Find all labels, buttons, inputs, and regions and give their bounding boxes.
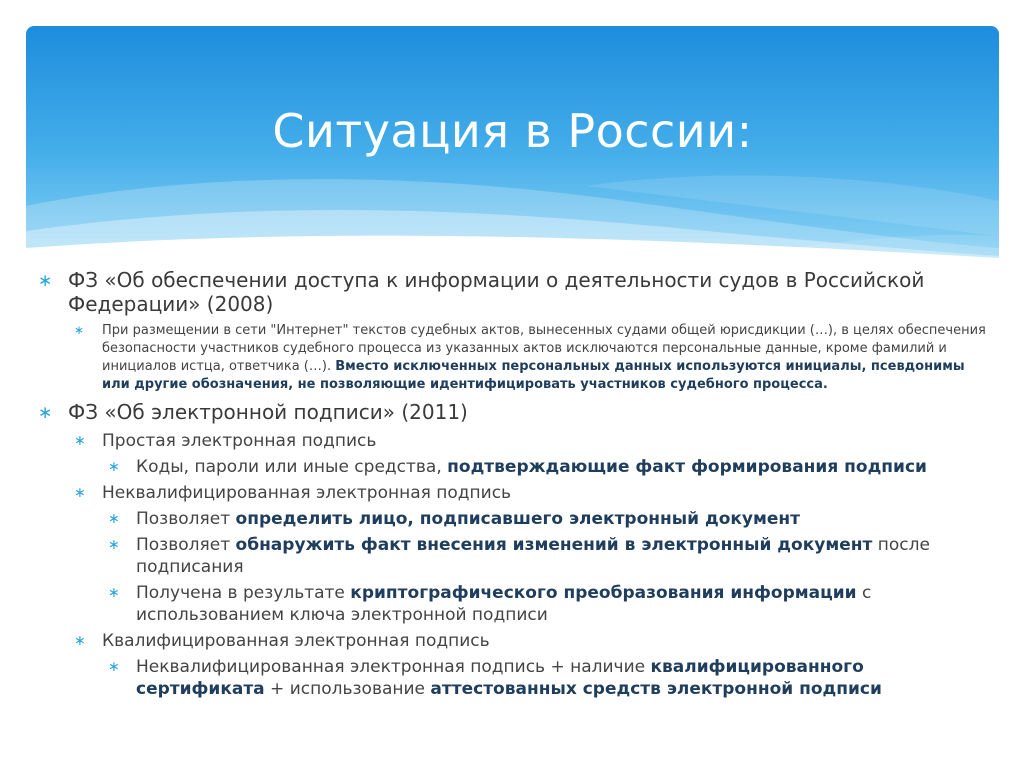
- bullet-icon: ∗: [108, 537, 120, 553]
- bullet-icon: ∗: [38, 403, 53, 423]
- list-item: [38, 430, 988, 452]
- bullet-icon: ∗: [108, 459, 120, 475]
- item-text: после подписания: [136, 535, 930, 577]
- list-item: [38, 582, 988, 626]
- item-text: Позволяет: [136, 535, 236, 555]
- bullet-icon: ∗: [74, 633, 86, 649]
- item-text: Получена в результате: [136, 583, 351, 603]
- slide-title: Ситуация в России:: [272, 104, 753, 158]
- item-text: Неквалифицированная электронная подпись: [102, 483, 512, 503]
- bullet-icon: ∗: [38, 271, 53, 291]
- item-text: Позволяет: [136, 509, 236, 529]
- list-item: [38, 268, 988, 316]
- slide-content: [38, 268, 988, 704]
- item-emphasis: криптографического преобразования информации: [350, 583, 857, 603]
- item-text: с использованием ключа электронной подписи: [136, 583, 872, 625]
- bullet-icon: ∗: [108, 585, 120, 601]
- list-item: [38, 482, 988, 504]
- item-text: ФЗ «Об обеспечении доступа к информации о деятельности судов в Российской Федерации» (2008): [68, 268, 925, 316]
- bullet-icon: ∗: [74, 323, 85, 337]
- item-text: Простая электронная подпись: [102, 431, 377, 451]
- item-emphasis: квалифицированного сертификата: [136, 657, 864, 699]
- item-emphasis: определить лицо, подписавшего электронный документ: [235, 509, 801, 529]
- item-text: Неквалифицированная электронная подпись + наличие: [136, 657, 651, 677]
- bullet-icon: ∗: [74, 433, 86, 449]
- item-text: Квалифицированная электронная подпись: [102, 631, 490, 651]
- list-item: [38, 656, 988, 700]
- list-item: [38, 534, 988, 578]
- item-text: Коды, пароли или иные средства,: [136, 457, 448, 477]
- list-item: [38, 508, 988, 530]
- item-emphasis: подтверждающие факт формирования подписи: [447, 457, 927, 477]
- bullet-icon: ∗: [108, 659, 120, 675]
- item-text: + использование: [264, 679, 431, 699]
- title-banner: [26, 26, 999, 258]
- item-text: При размещении в сети "Интернет" текстов судебных актов, вынесенных судами общей юрисдикции (…), в целях обеспечения безопасности участников судебного процесса из указанных актов исключаются персональные данные, кроме фамилий и инициалов истца, ответчика (…).: [102, 323, 986, 374]
- list-item: [38, 456, 988, 478]
- item-text: ФЗ «Об электронной подписи» (2011): [68, 400, 468, 424]
- item-emphasis: аттестованных средств электронной подписи: [430, 679, 882, 699]
- list-item: [38, 400, 988, 424]
- item-emphasis: Вместо исключенных персональных данных используются инициалы, псевдонимы или другие обозначения, не позволяющие идентифицировать участников судебного процесса.: [102, 359, 965, 392]
- bullet-icon: ∗: [108, 511, 120, 527]
- list-item: [38, 630, 988, 652]
- item-emphasis: обнаружить факт внесения изменений в электронный документ: [235, 535, 873, 555]
- list-item: [38, 322, 988, 394]
- bullet-icon: ∗: [74, 485, 86, 501]
